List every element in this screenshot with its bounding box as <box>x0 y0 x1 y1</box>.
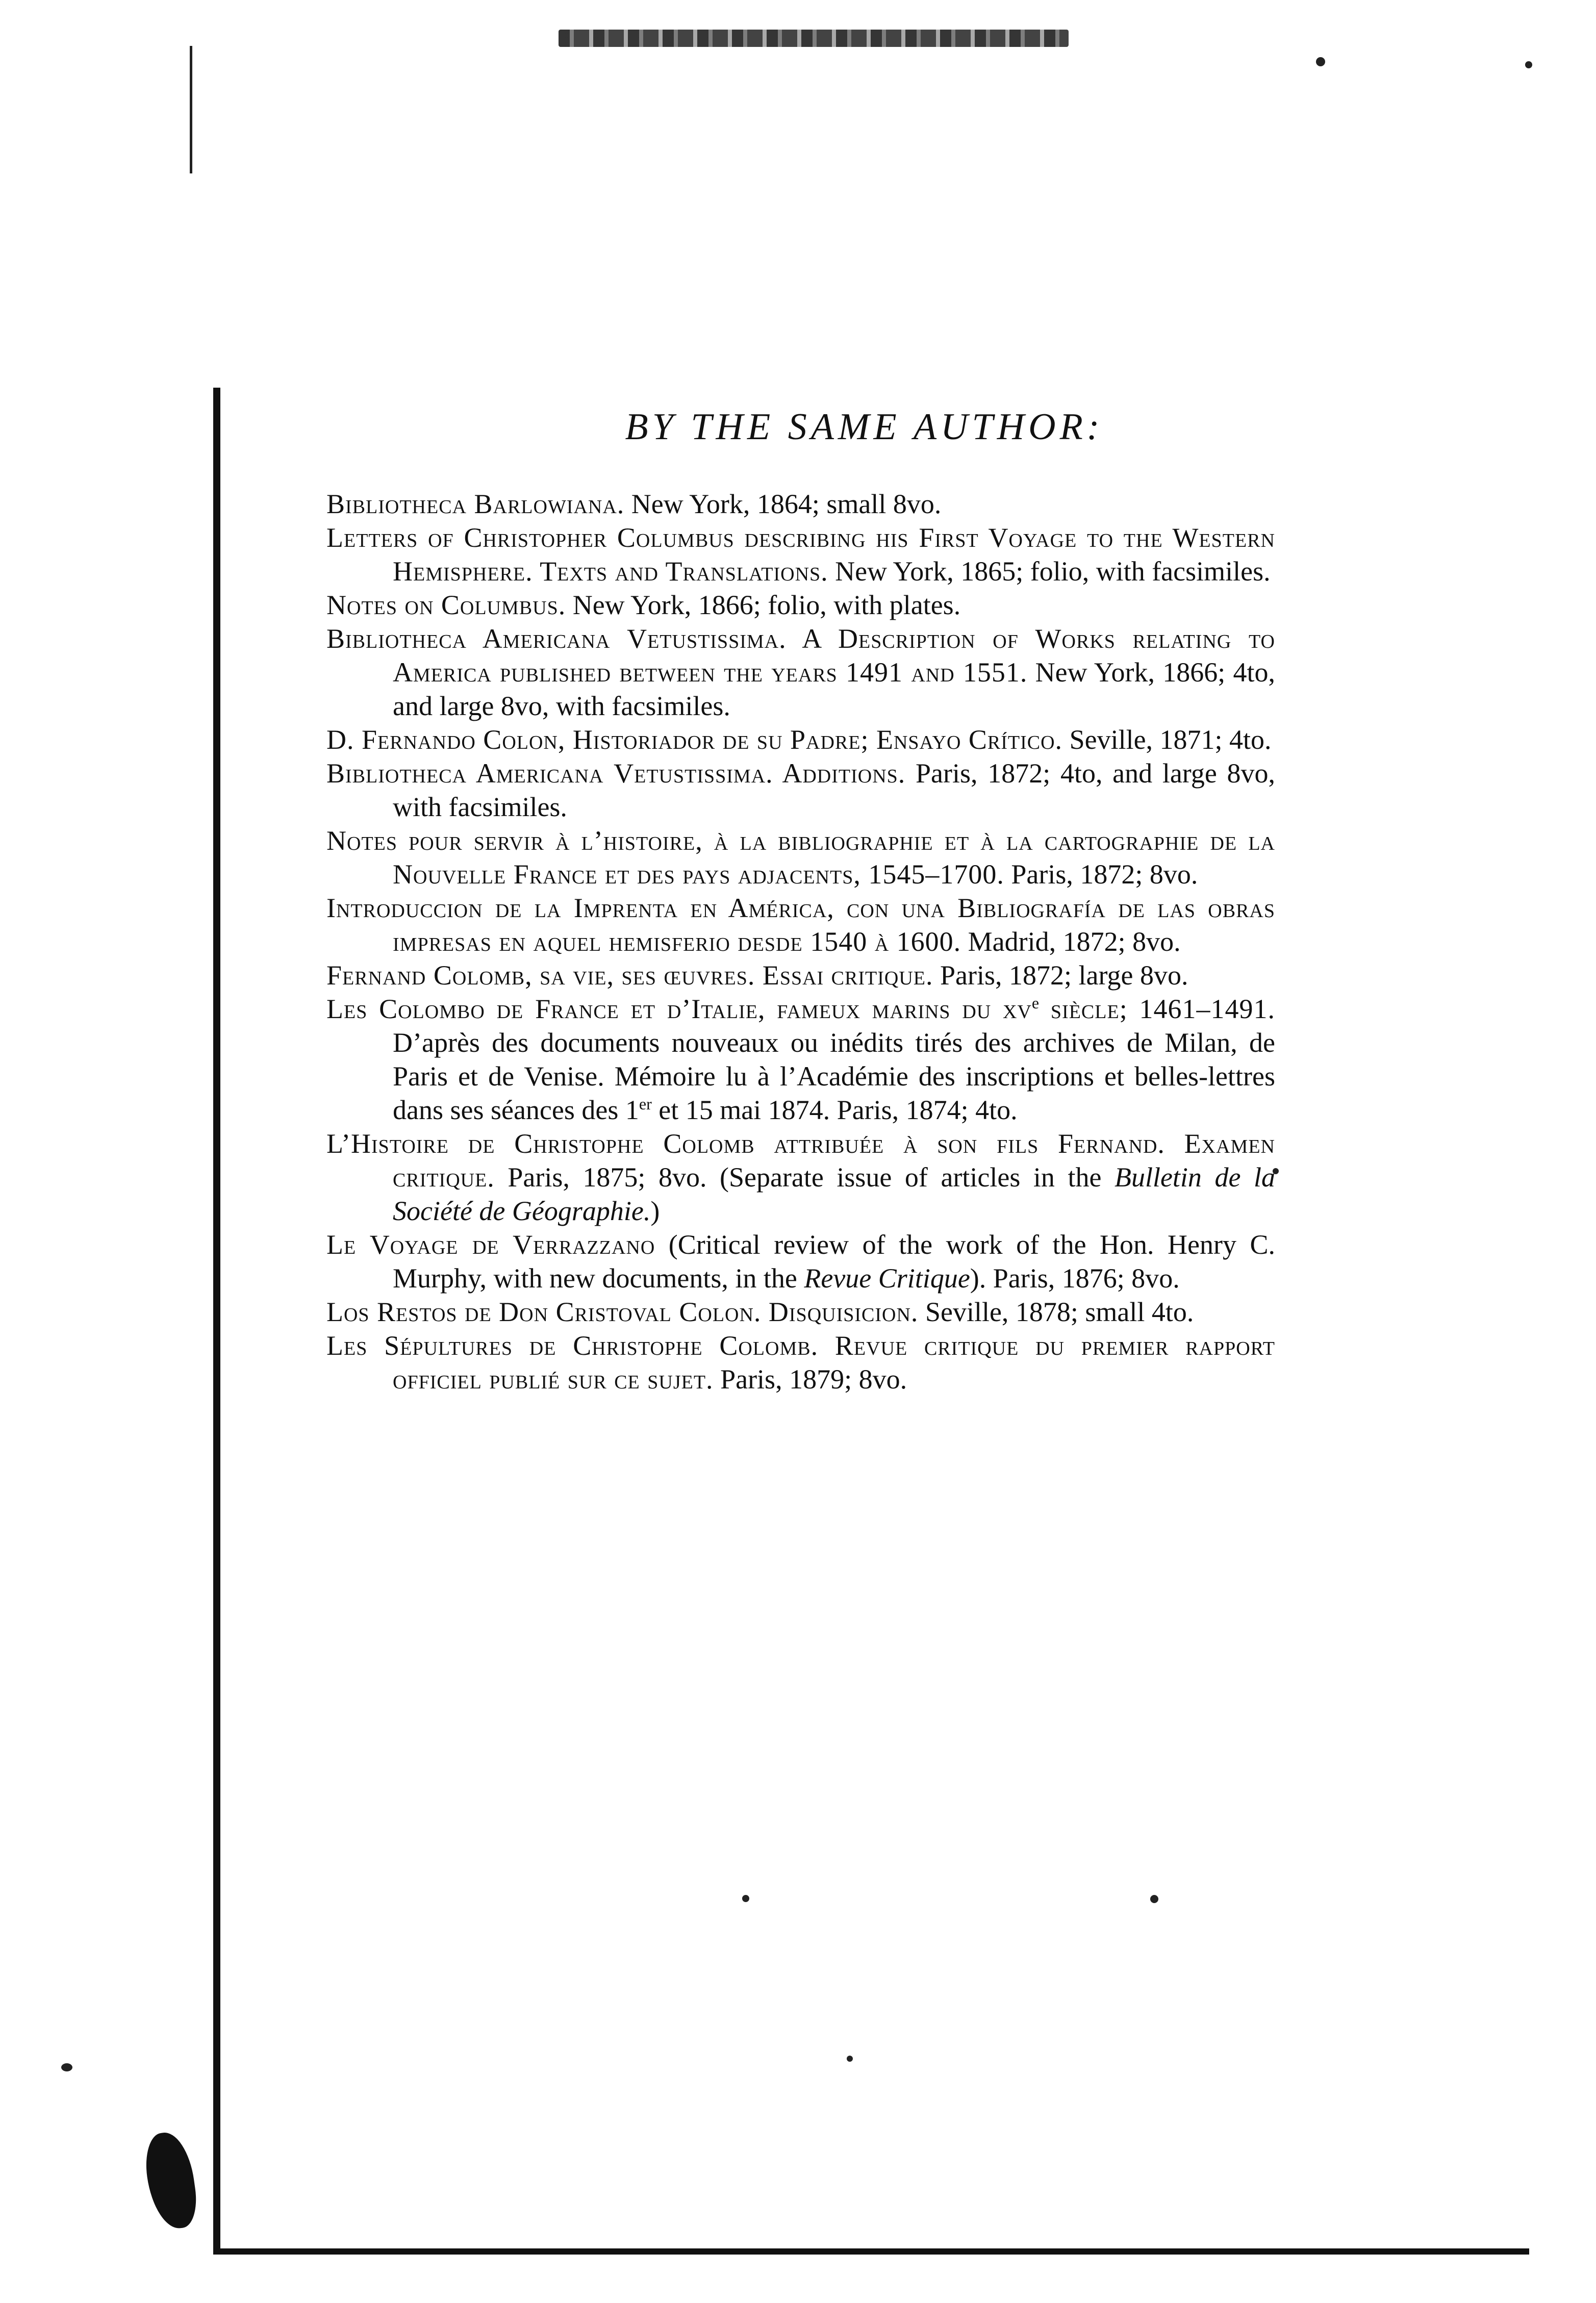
bibliography-list <box>326 487 1275 1396</box>
bibliography-entry <box>326 756 1275 824</box>
entry-details: D’après des documents nouveaux ou inédits tirés des archives de Milan, de Paris et de Venise. Mémoire lu à l’Académie des inscriptions et belles-lettres dans ses séances des 1 <box>393 1027 1275 1125</box>
entry-details-continued: et 15 mai 1874. Paris, 1874; 4to. <box>651 1095 1018 1125</box>
speck <box>847 2056 853 2062</box>
page-bottom-edge <box>213 2248 1529 2255</box>
entry-title: D. Fernando Colon, Historiador de su Padre; Ensayo Crítico. <box>326 724 1063 755</box>
speck <box>742 1895 749 1902</box>
entry-details: New York, 1866; 4to, and large 8vo, with facsimiles. <box>393 657 1275 721</box>
page-binding-edge <box>213 388 220 2255</box>
entry-details: Paris, 1872; 8vo. <box>1004 859 1198 890</box>
entry-italic-title: Revue Critique <box>804 1263 970 1294</box>
entry-title: Notes pour servir à l’histoire, à la bibliographie et à la cartographie de la Nouvelle France et des pays adjacents, 1545–1700. <box>326 825 1275 890</box>
bibliography-entry <box>326 824 1275 891</box>
speck <box>1150 1895 1158 1903</box>
speck <box>1316 57 1325 66</box>
entry-details: Paris, 1872; 4to, and large 8vo, with facsimiles. <box>393 758 1275 822</box>
entry-details: Seville, 1878; small 4to. <box>918 1297 1194 1327</box>
entry-details: (Critical review of the work of the Hon. Henry C. Murphy, with new documents, in the <box>393 1229 1276 1294</box>
entry-details: New York, 1866; folio, with plates. <box>566 590 961 620</box>
entry-details: New York, 1865; folio, with facsimiles. <box>828 556 1271 587</box>
entry-details: Seville, 1871; 4to. <box>1062 724 1272 755</box>
entry-title-continued: siècle; 1461–1491. <box>1039 994 1275 1024</box>
entry-title: Introduccion de la Imprenta en América, con una Bibliografía de las obras impresas en aquel hemisferio desde 1540 à 1600. <box>326 893 1275 957</box>
page-heading: BY THE SAME AUTHOR: <box>625 406 1104 448</box>
entry-title: Les Colombo de France et d’Italie, fameux marins du xv <box>326 994 1032 1024</box>
entry-italic-title: Bulletin de la Société de Géographie. <box>393 1162 1275 1226</box>
entry-details: Paris, 1872; large 8vo. <box>933 960 1188 991</box>
entry-details: New York, 1864; small 8vo. <box>624 489 942 519</box>
entry-title: Les Sépultures de Christophe Colomb. Revue critique du premier rapport officiel publié sur ce sujet. <box>326 1330 1275 1395</box>
bibliography-entry <box>326 958 1275 992</box>
entry-superscript: er <box>639 1095 652 1113</box>
bibliography-entry <box>326 487 1275 521</box>
entry-details-continued: ) <box>650 1196 660 1226</box>
bibliography-entry <box>326 521 1275 588</box>
scan-smudge <box>559 30 1069 47</box>
ink-blot <box>141 2130 200 2232</box>
entry-title: Fernand Colomb, sa vie, ses œuvres. Essai critique. <box>326 960 933 991</box>
entry-details: Paris, 1875; 8vo. (Separate issue of articles in the <box>494 1162 1114 1193</box>
bibliography-entry <box>326 992 1275 1127</box>
entry-title: Notes on Columbus. <box>326 590 566 620</box>
bibliography-entry <box>326 1127 1275 1228</box>
bibliography-entry <box>326 891 1275 958</box>
entry-title: Bibliotheca Barlowiana. <box>326 489 625 519</box>
bibliography-entry <box>326 723 1275 756</box>
bibliography-entry <box>326 1228 1275 1295</box>
entry-title: L’Histoire de Christophe Colomb attribuée à son fils Fernand. Examen critique. <box>326 1128 1275 1193</box>
entry-title: Letters of Christopher Columbus describing his First Voyage to the Western Hemisphere. Texts and Translations. <box>326 522 1275 587</box>
entry-details: Madrid, 1872; 8vo. <box>961 926 1181 957</box>
entry-title: Bibliotheca Americana Vetustissima. Additions. <box>326 758 906 789</box>
bibliography-entry <box>326 1295 1275 1329</box>
bibliography-entry <box>326 588 1275 622</box>
speck <box>61 2063 72 2071</box>
entry-title: Le Voyage de Verrazzano <box>326 1229 655 1260</box>
entry-superscript: e <box>1031 994 1040 1012</box>
entry-details-continued: ). Paris, 1876; 8vo. <box>970 1263 1180 1294</box>
entry-details: Paris, 1879; 8vo. <box>713 1364 907 1395</box>
entry-title: Bibliotheca Americana Vetustissima. A Description of Works relating to America published between the years 1491 and 1551. <box>326 623 1275 688</box>
bibliography-entry <box>326 1329 1275 1396</box>
speck <box>1525 61 1532 68</box>
entry-title: Los Restos de Don Cristoval Colon. Disquisicion. <box>326 1297 919 1327</box>
scan-edge-line <box>190 46 192 173</box>
bibliography-entry <box>326 622 1275 723</box>
